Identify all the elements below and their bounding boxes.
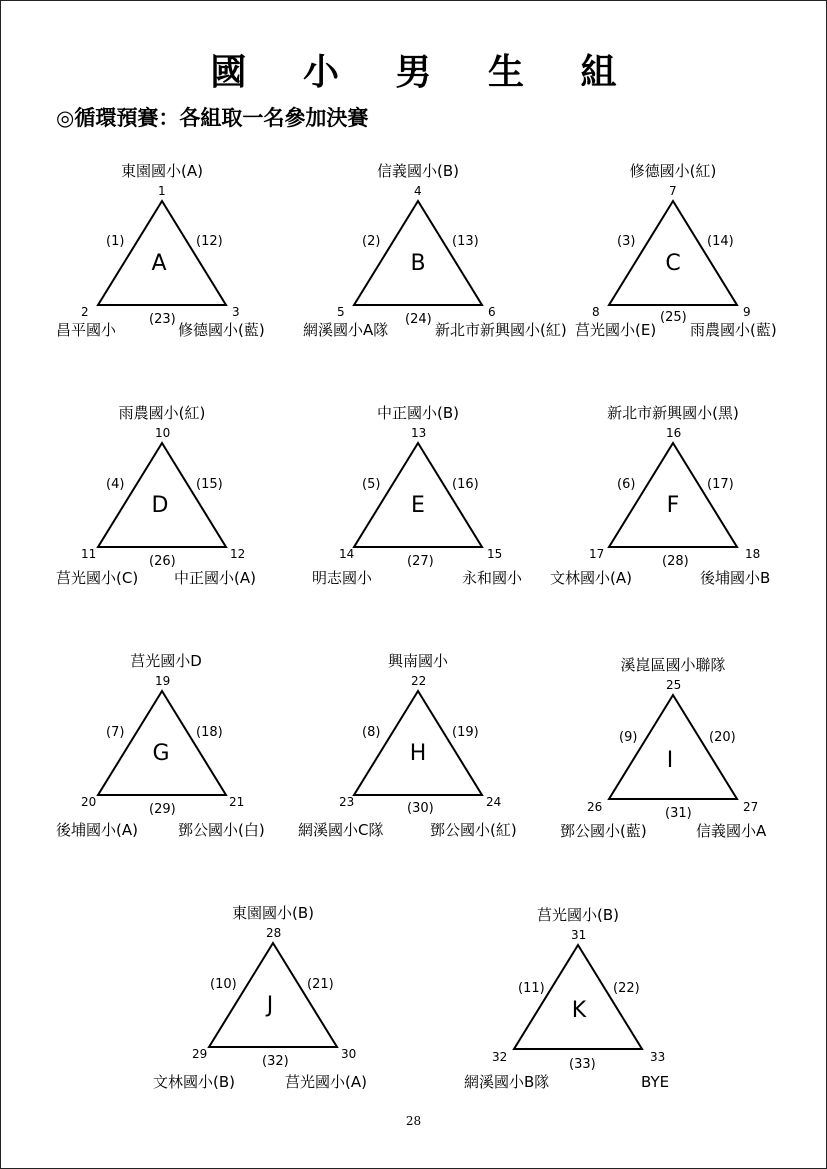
team-top: 莒光國小(B) [537, 906, 619, 924]
match-bottom: (27) [407, 554, 434, 569]
group-letter: A [151, 251, 167, 276]
slot-top-number: 22 [411, 674, 427, 688]
match-left: (1) [106, 234, 125, 249]
team-right: 鄧公國小(紅) [430, 821, 517, 839]
slot-right-number: 27 [743, 800, 759, 814]
team-right: 永和國小 [462, 569, 523, 587]
slot-right-number: 30 [341, 1047, 357, 1061]
slot-right-number: 6 [488, 305, 496, 319]
match-right: (12) [196, 234, 223, 249]
team-left: 鄧公國小(藍) [560, 822, 647, 840]
slot-top-number: 4 [414, 184, 422, 198]
team-left: 網溪國小A隊 [303, 321, 389, 339]
team-top: 溪崑區國小聯隊 [620, 656, 726, 674]
match-bottom: (26) [149, 554, 176, 569]
match-right: (18) [196, 725, 223, 740]
slot-right-number: 18 [745, 547, 761, 561]
page-number: 28 [405, 1114, 422, 1128]
team-top: 興南國小 [387, 652, 449, 670]
match-right: (13) [452, 234, 479, 249]
match-left: (7) [106, 725, 125, 740]
slot-top-number: 25 [666, 678, 682, 692]
match-bottom: (23) [149, 312, 176, 327]
slot-right-number: 3 [232, 305, 240, 319]
page-subtitle: ◎循環預賽：各組取一名參加決賽 [56, 106, 369, 130]
match-right: (22) [613, 981, 640, 996]
slot-top-number: 13 [411, 426, 427, 440]
slot-left-number: 5 [337, 305, 345, 319]
team-top: 新北市新興國小(黑) [607, 404, 739, 422]
team-right: 莒光國小(A) [285, 1073, 367, 1091]
match-right: (19) [452, 725, 479, 740]
match-left: (2) [362, 234, 381, 249]
match-left: (8) [362, 725, 381, 740]
team-left: 莒光國小(E) [575, 321, 657, 339]
team-right: 後埔國小B [700, 569, 771, 587]
match-left: (5) [362, 477, 381, 492]
team-top: 修德國小(紅) [629, 162, 717, 180]
team-left: 網溪國小B隊 [464, 1073, 550, 1091]
slot-right-number: 12 [230, 547, 246, 561]
slot-top-number: 10 [155, 426, 171, 440]
slot-left-number: 29 [192, 1047, 208, 1061]
slot-right-number: 24 [486, 795, 502, 809]
group-letter: E [411, 493, 425, 518]
page-title: 國 小 男 生 組 [210, 52, 639, 93]
team-left: 昌平國小 [56, 321, 117, 339]
slot-left-number: 14 [339, 547, 355, 561]
group-letter: C [665, 251, 681, 276]
team-left: 文林國小(B) [153, 1073, 235, 1091]
group-letter: F [666, 493, 680, 518]
match-bottom: (30) [407, 801, 434, 816]
slot-left-number: 26 [587, 800, 603, 814]
match-left: (11) [518, 981, 545, 996]
team-right: 雨農國小(藍) [690, 321, 777, 339]
match-bottom: (25) [660, 310, 687, 325]
team-left: 明志國小 [312, 569, 373, 587]
triangle-shape [513, 944, 643, 1050]
slot-top-number: 16 [666, 426, 682, 440]
team-left: 網溪國小C隊 [298, 821, 384, 839]
slot-top-number: 7 [669, 184, 677, 198]
match-right: (16) [452, 477, 479, 492]
team-top: 雨農國小(紅) [118, 404, 206, 422]
group-letter: D [151, 493, 169, 518]
team-right: 新北市新興國小(紅) [435, 321, 567, 339]
team-top: 東園國小(A) [121, 162, 203, 180]
slot-top-number: 31 [571, 928, 587, 942]
slot-right-number: 15 [487, 547, 503, 561]
group-letter: B [410, 251, 426, 276]
match-bottom: (29) [149, 802, 176, 817]
match-right: (20) [709, 730, 736, 745]
match-left: (10) [210, 977, 237, 992]
team-right: 信義國小A [696, 822, 767, 840]
team-right: 修德國小(藍) [178, 321, 265, 339]
slot-left-number: 32 [492, 1050, 508, 1064]
team-top: 中正國小(B) [377, 404, 459, 422]
slot-left-number: 23 [339, 795, 355, 809]
team-left: 莒光國小(C) [56, 569, 139, 587]
match-right: (21) [307, 977, 334, 992]
team-right: 中正國小(A) [174, 569, 256, 587]
match-right: (15) [196, 477, 223, 492]
group-letter: K [571, 998, 587, 1023]
team-top: 莒光國小D [130, 652, 202, 670]
slot-left-number: 20 [81, 795, 97, 809]
match-left: (3) [617, 234, 636, 249]
slot-top-number: 19 [155, 674, 171, 688]
team-top: 東園國小(B) [232, 904, 314, 922]
group-letter: I [666, 748, 674, 773]
match-right: (14) [707, 234, 734, 249]
match-bottom: (33) [569, 1057, 596, 1072]
group-letter: G [152, 741, 170, 766]
slot-left-number: 11 [81, 547, 97, 561]
team-top: 信義國小(B) [377, 162, 459, 180]
group-letter: H [409, 741, 427, 766]
match-left: (9) [619, 730, 638, 745]
match-bottom: (28) [662, 554, 689, 569]
slot-right-number: 9 [743, 305, 751, 319]
team-right: BYE [641, 1073, 670, 1091]
slot-left-number: 17 [589, 547, 605, 561]
slot-left-number: 8 [592, 305, 600, 319]
team-left: 文林國小(A) [550, 569, 632, 587]
match-right: (17) [707, 477, 734, 492]
match-bottom: (31) [665, 806, 692, 821]
slot-top-number: 1 [158, 184, 166, 198]
team-left: 後埔國小(A) [56, 821, 138, 839]
match-bottom: (32) [262, 1054, 289, 1069]
group-letter: J [266, 993, 274, 1018]
slot-left-number: 2 [81, 305, 89, 319]
match-left: (4) [106, 477, 125, 492]
slot-top-number: 28 [266, 926, 282, 940]
team-right: 鄧公國小(白) [178, 821, 265, 839]
slot-right-number: 33 [650, 1050, 666, 1064]
slot-right-number: 21 [229, 795, 245, 809]
match-left: (6) [617, 477, 636, 492]
triangle-shape [608, 694, 738, 800]
match-bottom: (24) [405, 312, 432, 327]
